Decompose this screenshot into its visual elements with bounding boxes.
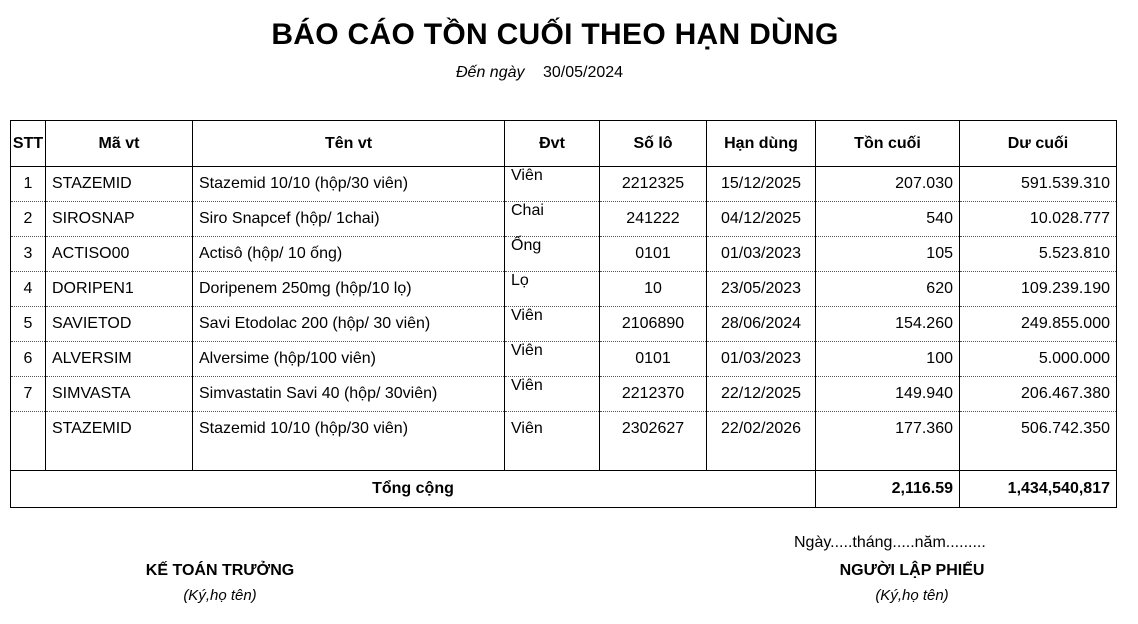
cell-ten-vt: Simvastatin Savi 40 (hộp/ 30viên) <box>193 377 505 412</box>
cell-han-dung: 01/03/2023 <box>707 342 816 377</box>
cell-du-cuoi: 249.855.000 <box>960 307 1117 342</box>
cell-so-lo: 10 <box>600 272 707 307</box>
total-row <box>11 471 1117 508</box>
cell-ma-vt: SIMVASTA <box>46 377 193 412</box>
header-han-dung: Hạn dùng <box>707 121 816 167</box>
report-title: BÁO CÁO TỒN CUỐI THEO HẠN DÙNG <box>271 18 839 51</box>
cell-dvt: Viên <box>505 307 600 342</box>
cell-stt: 5 <box>11 307 46 342</box>
cell-ma-vt: STAZEMID <box>46 167 193 202</box>
cell-ten-vt: Doripenem 250mg (hộp/10 lọ) <box>193 272 505 307</box>
header-du-cuoi: Dư cuối <box>960 121 1117 167</box>
preparer-title: NGƯỜI LẬP PHIẾU <box>839 562 985 579</box>
table-row <box>11 307 1117 342</box>
cell-so-lo: 241222 <box>600 202 707 237</box>
table-header-row <box>11 121 1117 167</box>
total-ton-cuoi: 2,116.59 <box>816 471 960 508</box>
cell-ton-cuoi: 105 <box>816 237 960 272</box>
cell-dvt: Viên <box>505 167 600 202</box>
cell-ma-vt: ALVERSIM <box>46 342 193 377</box>
cell-han-dung: 28/06/2024 <box>707 307 816 342</box>
cell-stt: 4 <box>11 272 46 307</box>
cell-stt: 2 <box>11 202 46 237</box>
cell-ten-vt: Siro Snapcef (hộp/ 1chai) <box>193 202 505 237</box>
cell-dvt: Chai <box>505 202 600 237</box>
table-row <box>11 272 1117 307</box>
table-row <box>11 167 1117 202</box>
header-ton-cuoi: Tồn cuối <box>816 121 960 167</box>
cell-du-cuoi: 10.028.777 <box>960 202 1117 237</box>
cell-stt: 1 <box>11 167 46 202</box>
cell-du-cuoi: 506.742.350 <box>960 412 1117 471</box>
header-so-lo: Số lô <box>600 121 707 167</box>
cell-stt: 3 <box>11 237 46 272</box>
cell-ton-cuoi: 177.360 <box>816 412 960 471</box>
cell-ten-vt: Alversime (hộp/100 viên) <box>193 342 505 377</box>
cell-ma-vt: DORIPEN1 <box>46 272 193 307</box>
signature-date-line: Ngày.....tháng.....năm......... <box>794 534 986 551</box>
cell-ma-vt: SIROSNAP <box>46 202 193 237</box>
cell-ma-vt: STAZEMID <box>46 412 193 471</box>
cell-ton-cuoi: 540 <box>816 202 960 237</box>
cell-du-cuoi: 206.467.380 <box>960 377 1117 412</box>
chief-accountant-sub: (Ký,họ tên) <box>183 587 257 604</box>
preparer-sub: (Ký,họ tên) <box>875 587 949 604</box>
total-label: Tổng cộng <box>11 471 816 508</box>
cell-ten-vt: Stazemid 10/10 (hộp/30 viên) <box>193 167 505 202</box>
cell-ton-cuoi: 100 <box>816 342 960 377</box>
header-stt: STT <box>11 121 46 167</box>
total-du-cuoi: 1,434,540,817 <box>960 471 1117 508</box>
cell-so-lo: 2212370 <box>600 377 707 412</box>
cell-ten-vt: Actisô (hộp/ 10 ống) <box>193 237 505 272</box>
cell-han-dung: 04/12/2025 <box>707 202 816 237</box>
cell-dvt: Ống <box>505 237 600 272</box>
date-value: 30/05/2024 <box>542 64 624 81</box>
table-row <box>11 237 1117 272</box>
table-row <box>11 377 1117 412</box>
cell-stt: 6 <box>11 342 46 377</box>
header-ten-vt: Tên vt <box>193 121 505 167</box>
cell-dvt: Viên <box>505 377 600 412</box>
cell-so-lo: 0101 <box>600 342 707 377</box>
cell-ma-vt: SAVIETOD <box>46 307 193 342</box>
table-row <box>11 342 1117 377</box>
cell-ten-vt: Stazemid 10/10 (hộp/30 viên) <box>193 412 505 471</box>
cell-so-lo: 2106890 <box>600 307 707 342</box>
cell-ton-cuoi: 149.940 <box>816 377 960 412</box>
header-dvt: Đvt <box>505 121 600 167</box>
total-table <box>10 470 1117 508</box>
cell-so-lo: 2212325 <box>600 167 707 202</box>
cell-ma-vt: ACTISO00 <box>46 237 193 272</box>
chief-accountant-title: KẾ TOÁN TRƯỞNG <box>145 562 295 579</box>
cell-stt <box>11 412 46 471</box>
cell-han-dung: 22/02/2026 <box>707 412 816 471</box>
cell-dvt: Viên <box>505 412 600 471</box>
table-row <box>11 412 1117 471</box>
cell-stt: 7 <box>11 377 46 412</box>
cell-dvt: Viên <box>505 342 600 377</box>
report-date-line <box>456 64 623 82</box>
cell-du-cuoi: 109.239.190 <box>960 272 1117 307</box>
cell-han-dung: 15/12/2025 <box>707 167 816 202</box>
cell-han-dung: 01/03/2023 <box>707 237 816 272</box>
cell-du-cuoi: 5.523.810 <box>960 237 1117 272</box>
cell-so-lo: 2302627 <box>600 412 707 471</box>
cell-du-cuoi: 5.000.000 <box>960 342 1117 377</box>
cell-ton-cuoi: 154.260 <box>816 307 960 342</box>
header-ma-vt: Mã vt <box>46 121 193 167</box>
cell-ten-vt: Savi Etodolac 200 (hộp/ 30 viên) <box>193 307 505 342</box>
cell-so-lo: 0101 <box>600 237 707 272</box>
date-label: Đến ngày <box>456 64 525 81</box>
inventory-table <box>10 120 1117 471</box>
cell-han-dung: 23/05/2023 <box>707 272 816 307</box>
cell-ton-cuoi: 207.030 <box>816 167 960 202</box>
table-row <box>11 202 1117 237</box>
cell-du-cuoi: 591.539.310 <box>960 167 1117 202</box>
cell-dvt: Lọ <box>505 272 600 307</box>
cell-ton-cuoi: 620 <box>816 272 960 307</box>
cell-han-dung: 22/12/2025 <box>707 377 816 412</box>
